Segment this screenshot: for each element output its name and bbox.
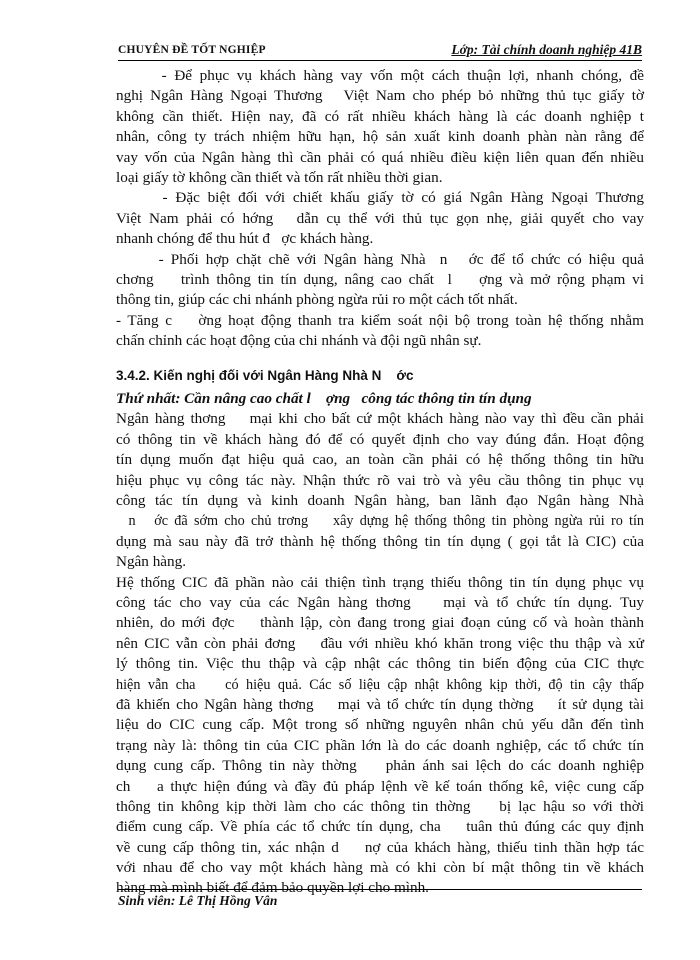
text-line: - Để phục vụ khách hàng vay vốn một cách thuận lợi, nhanh chóng, đề	[116, 67, 644, 84]
text-line: nên CIC vẫn còn phải đơng đầu với nhiều khó khăn trong việc thu thập và xử	[116, 634, 644, 652]
text-line: lý thông tin. Việc thu thập và cập nhật các thông tin biến động của CIC thực	[116, 655, 644, 673]
text-line: Ngân hàng.	[116, 553, 187, 571]
text-line: công tác cho vay của các Ngân hàng thơng mại và tổ chức tín dụng. Tuy	[116, 593, 644, 611]
text-line: thông tin không kịp thời làm cho các thông tin thờng bị lạc hậu so với thời	[116, 797, 644, 815]
text-line: liệu do CIC cung cấp. Một trong số những nguyên nhân chủ yếu dẫn đến tình	[116, 716, 644, 734]
text-line: dụng cung cấp. Thông tin này thờng phản ánh sai lệch do các doanh nghiệp	[116, 757, 644, 775]
header-title: CHUYÊN ĐỀ TỐT NGHIỆP	[118, 44, 266, 56]
text-line: nghị Ngân Hàng Ngoại Thương Việt Nam cho phép bỏ những thủ tục giấy tờ	[116, 87, 644, 105]
document-body	[116, 66, 644, 899]
text-line: hiệu phục vụ công tác này. Nhận thức rõ vai trò và yêu cầu thông tin phục vụ	[116, 471, 644, 489]
text-line: - Phối hợp chặt chẽ với Ngân hàng Nhà n ớc để tổ chức có hiệu quả	[116, 250, 644, 268]
text-line: - Đặc biệt đối với chiết khấu giấy tờ có giá Ngân Hàng Ngoại Thương	[116, 189, 644, 207]
paragraph-5	[116, 409, 644, 572]
text-line: đã khiến cho Ngân hàng thơng mại và tổ chức tín dụng thờng ít sử dụng tài	[116, 695, 644, 713]
paragraph-1	[116, 66, 644, 188]
text-line: thông tin, giúp các chi nhánh phòng ngừa rủi ro một cách tốt nhất.	[116, 291, 518, 309]
text-line: nhân, công ty trách nhiệm hữu hạn, hộ sản xuất kinh doanh phàn nàn rằng để	[116, 128, 644, 146]
page-header	[118, 40, 642, 61]
text-line: ch a thực hiện đúng và đầy đủ pháp lệnh về kế toán thống kê, việc cung cấp	[116, 777, 644, 795]
text-line: có thông tin về khách hàng đó để có quyết định cho vay đúng đắn. Hoạt động	[116, 430, 644, 448]
section-heading: 3.4.2. Kiến nghị đối với Ngân Hàng Nhà N ớc	[116, 368, 414, 384]
text-line: với nhau để cho vay một khách hàng mà có khi còn bí mật thông tin về khách	[116, 859, 644, 877]
sub-heading: Thứ nhất: Cần nâng cao chất l ợng công tác thông tin tín dụng	[116, 390, 532, 408]
text-line: dụng mà sau này đã trở thành hệ thống thông tin tín dụng ( gọi tắt là CIC) của	[116, 532, 644, 550]
text-line: n ớc đã sớm cho chủ trơng xây dựng hệ thống thông tin phòng ngừa rủi ro tín	[116, 513, 644, 530]
text-line: chấn chỉnh các hoạt động của chi nhánh và đội ngũ nhân sự.	[116, 332, 482, 350]
text-line: Việt Nam phải có hớng dẫn cụ thể với thủ tục gọn nhẹ, giải quyết cho vay	[116, 209, 644, 227]
text-line: về cung cấp thông tin, xác nhận d nợ của khách hàng, thiếu tinh thần hợp tác	[116, 838, 644, 856]
paragraph-2	[116, 188, 644, 249]
text-line: chơng trình thông tin tín dụng, nâng cao chất l ợng và mở rộng phạm vi	[116, 270, 644, 288]
text-line: tín dụng muốn đạt hiệu quả cao, an toàn cần phải có hệ thống thông tin hữu	[116, 451, 644, 469]
footer-divider	[118, 889, 642, 890]
paragraph-4	[116, 311, 644, 352]
text-line: - Tăng c ờng hoạt động thanh tra kiểm soát nội bộ trong toàn hệ thống nhằm	[116, 311, 644, 329]
footer-student: Sinh viên: Lê Thị Hồng Vân	[118, 893, 278, 908]
text-line: Hệ thống CIC đã phần nào cải thiện tình trạng thiếu thông tin tín dụng phục vụ	[116, 573, 644, 591]
text-line: nhiên, do mới đợc thành lập, còn đang trong giai đoạn củng cố và hoàn thành	[116, 614, 644, 632]
text-line: vay vốn của Ngân hàng thì cần phải có quá nhiều điều kiện liên quan đến nhiều	[116, 148, 644, 166]
paragraph-6	[116, 573, 644, 899]
text-line: nhanh chóng để thu hút đ ợc khách hàng.	[116, 230, 374, 248]
header-class: Lớp: Tài chính doanh nghiệp 41B	[451, 42, 642, 57]
text-line: loại giấy tờ không cần thiết và tốn rất nhiều thời gian.	[116, 168, 443, 186]
text-line: điểm cung cấp. Về phía các tổ chức tín dụng, cha tuân thủ đúng các quy định	[116, 818, 644, 836]
text-line: hàng mà mình biết để đảm bảo quyền lợi cho mình.	[116, 879, 429, 897]
text-line: không cần thiết. Hiện nay, đã có rất nhiều khách hàng là các doanh nghiệp t	[116, 107, 644, 125]
text-line: trạng này là: thông tin của CIC phần lớn là do các doanh nghiệp, các tổ chức tín	[116, 736, 644, 754]
paragraph-3	[116, 250, 644, 311]
text-line: Ngân hàng thơng mại khi cho bất cứ một khách hàng nào vay thì đều cần phải	[116, 410, 644, 428]
text-line: hiện vẫn cha có hiệu quả. Các số liệu cập nhật không kịp thời, độ tin cậy thấp	[116, 676, 644, 693]
text-line: công tác tín dụng và kinh doanh Ngân hàng, ban lãnh đạo Ngân hàng Nhà	[116, 492, 644, 510]
